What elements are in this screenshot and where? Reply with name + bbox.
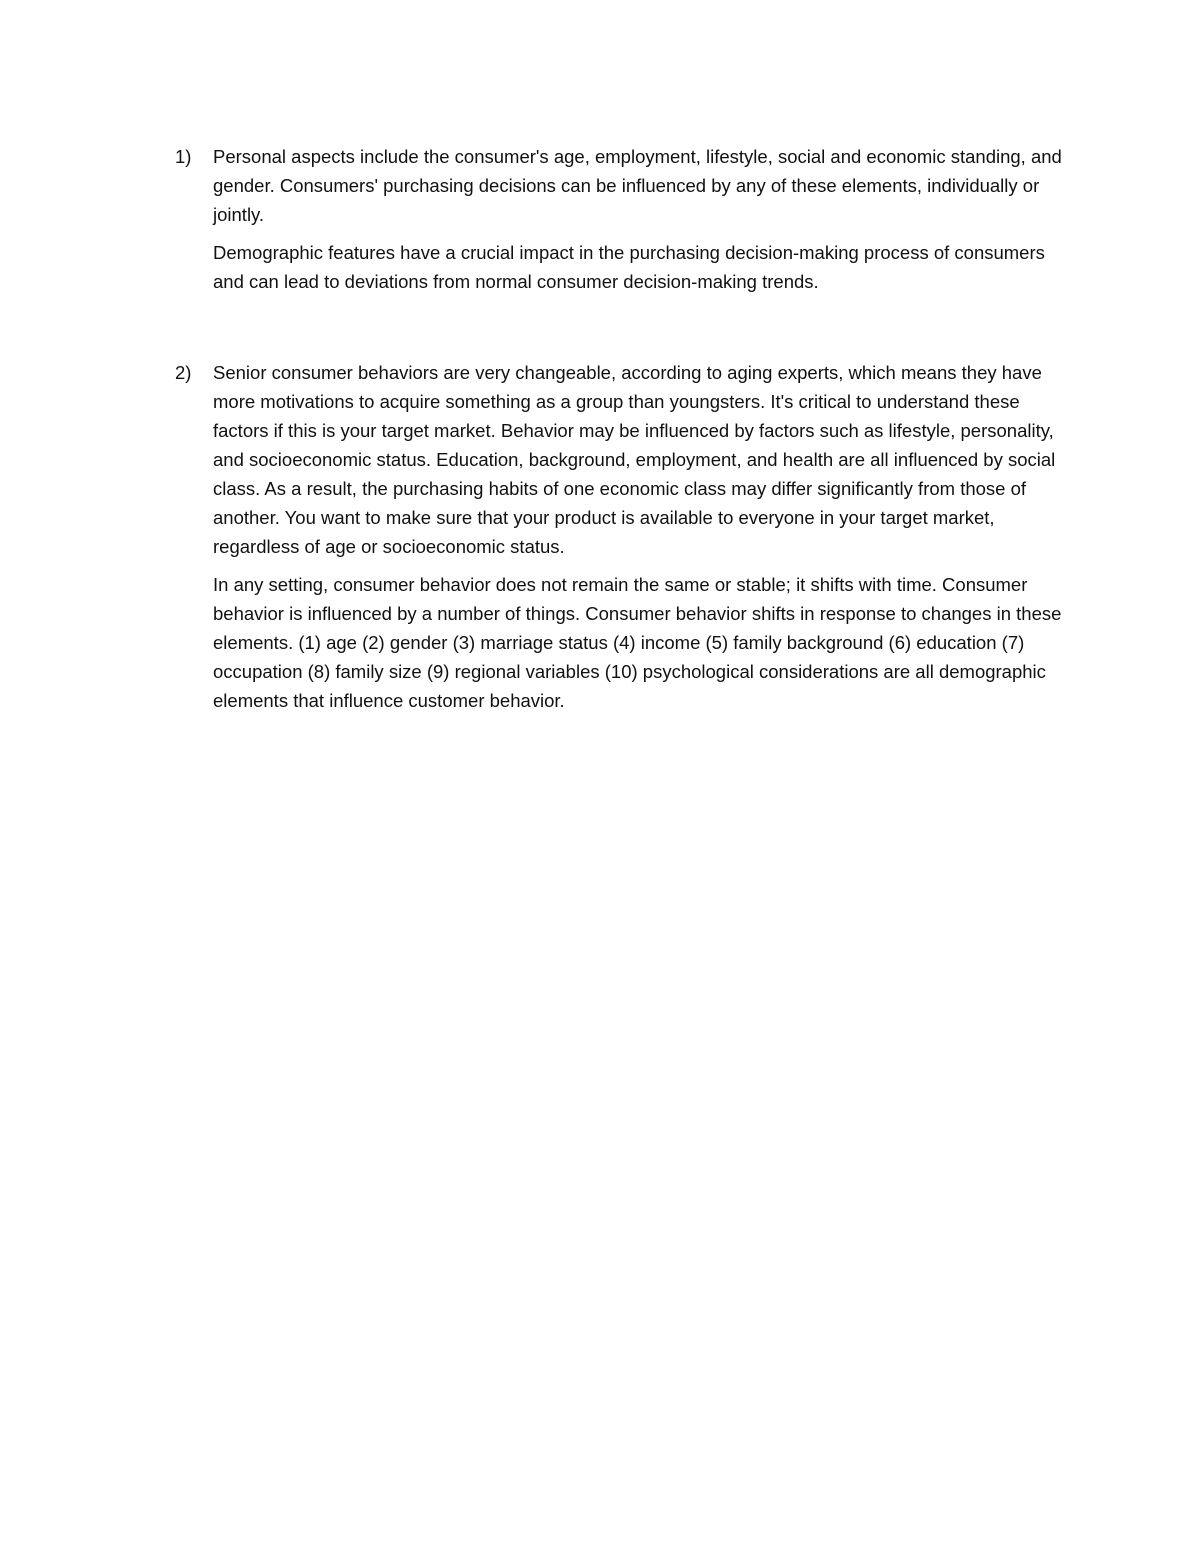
- list-item-body: [213, 142, 1073, 305]
- paragraph: In any setting, consumer behavior does not remain the same or stable; it shifts with time. Consumer behavior is influenced by a number of things. Consumer behavior shifts in response to changes in these elements. (1) age (2) gender (3) marriage status (4) income (5) family background (6) education (7) occupation (8) family size (9) regional variables (10) psychological considerations are all demographic elements that influence customer behavior.: [213, 574, 1062, 711]
- paragraph: Personal aspects include the consumer's age, employment, lifestyle, social and economic standing, and gender. Consumers' purchasing decisions can be influenced by any of these elements, individually or jointly.: [213, 146, 1062, 225]
- paragraph: Demographic features have a crucial impact in the purchasing decision-making process of consumers and can lead to deviations from normal consumer decision-making trends.: [213, 242, 1045, 292]
- paragraph: Senior consumer behaviors are very changeable, according to aging experts, which means they have more motivations to acquire something as a group than youngsters. It's critical to understand these factors if this is your target market. Behavior may be influenced by factors such as lifestyle, personality, and socioeconomic status. Education, background, employment, and health are all influenced by social class. As a result, the purchasing habits of one economic class may differ significantly from those of another. You want to make sure that your product is available to everyone in your target market, regardless of age or socioeconomic status.: [213, 362, 1056, 557]
- list-number: 2): [175, 362, 192, 383]
- list-item-body: [213, 358, 1073, 724]
- list-number: 1): [175, 146, 192, 167]
